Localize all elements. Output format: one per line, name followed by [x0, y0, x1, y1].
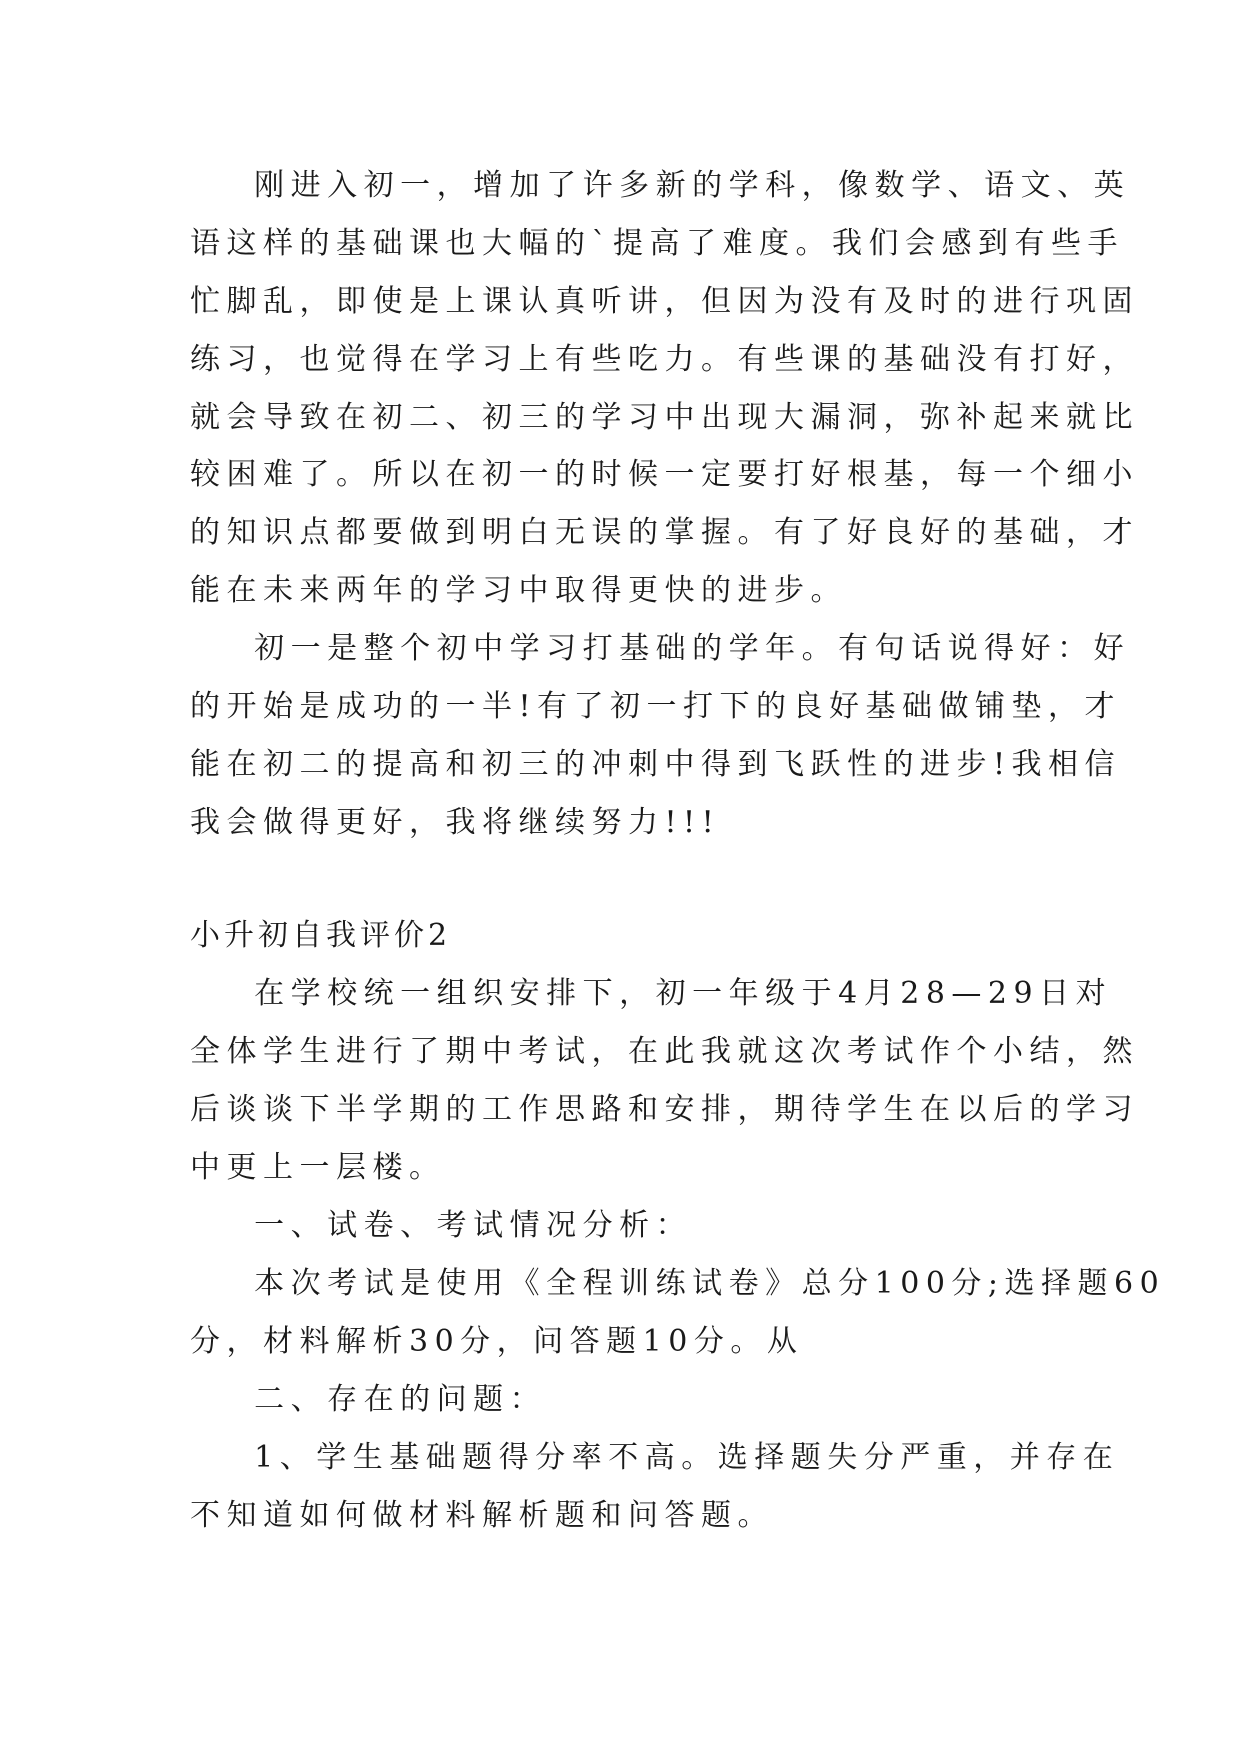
paragraph-4-line-1: 本次考试是使用《全程训练试卷》总分100分;选择题60: [190, 1266, 1166, 1301]
paragraph-4-line-2: 分，材料解析30分，问答题10分。从: [190, 1324, 804, 1359]
paragraph-1-line-1: 刚进入初一，增加了许多新的学科，像数学、语文、英: [190, 168, 1131, 203]
paragraph-1-line-3: 忙脚乱，即使是上课认真听讲，但因为没有及时的进行巩固: [190, 284, 1139, 319]
paragraph-2-line-3: 能在初二的提高和初三的冲刺中得到飞跃性的进步!我相信: [190, 747, 1122, 782]
paragraph-1-line-6: 较困难了。所以在初一的时候一定要打好根基，每一个细小: [190, 457, 1139, 492]
paragraph-5-line-1: 1、学生基础题得分率不高。选择题失分严重，并存在: [190, 1440, 1120, 1475]
paragraph-1-line-7: 的知识点都要做到明白无误的掌握。有了好良好的基础，才: [190, 515, 1139, 550]
paragraph-2-line-4: 我会做得更好，我将继续努力!!!: [190, 805, 721, 840]
paragraph-5-line-2: 不知道如何做材料解析题和问答题。: [190, 1498, 774, 1533]
paragraph-2-line-1: 初一是整个初中学习打基础的学年。有句话说得好：好: [190, 631, 1131, 666]
paragraph-2-line-2: 的开始是成功的一半!有了初一打下的良好基础做铺垫，才: [190, 689, 1122, 724]
paragraph-3-line-2: 全体学生进行了期中考试，在此我就这次考试作个小结，然: [190, 1034, 1139, 1069]
subheading-1: 一、试卷、考试情况分析：: [190, 1208, 693, 1243]
paragraph-1-line-2: 语这样的基础课也大幅的`提高了难度。我们会感到有些手: [190, 226, 1124, 261]
subheading-2: 二、存在的问题：: [190, 1382, 547, 1417]
paragraph-3-line-4: 中更上一层楼。: [190, 1150, 446, 1185]
paragraph-1-line-4: 练习，也觉得在学习上有些吃力。有些课的基础没有打好，: [190, 342, 1139, 377]
paragraph-1-line-8: 能在未来两年的学习中取得更快的进步。: [190, 573, 847, 608]
paragraph-3-line-1: 在学校统一组织安排下，初一年级于4月28—29日对: [190, 976, 1113, 1011]
paragraph-1-line-5: 就会导致在初二、初三的学习中出现大漏洞，弥补起来就比: [190, 400, 1139, 435]
section-heading: 小升初自我评价2: [190, 918, 452, 953]
paragraph-3-line-3: 后谈谈下半学期的工作思路和安排，期待学生在以后的学习: [190, 1092, 1139, 1127]
